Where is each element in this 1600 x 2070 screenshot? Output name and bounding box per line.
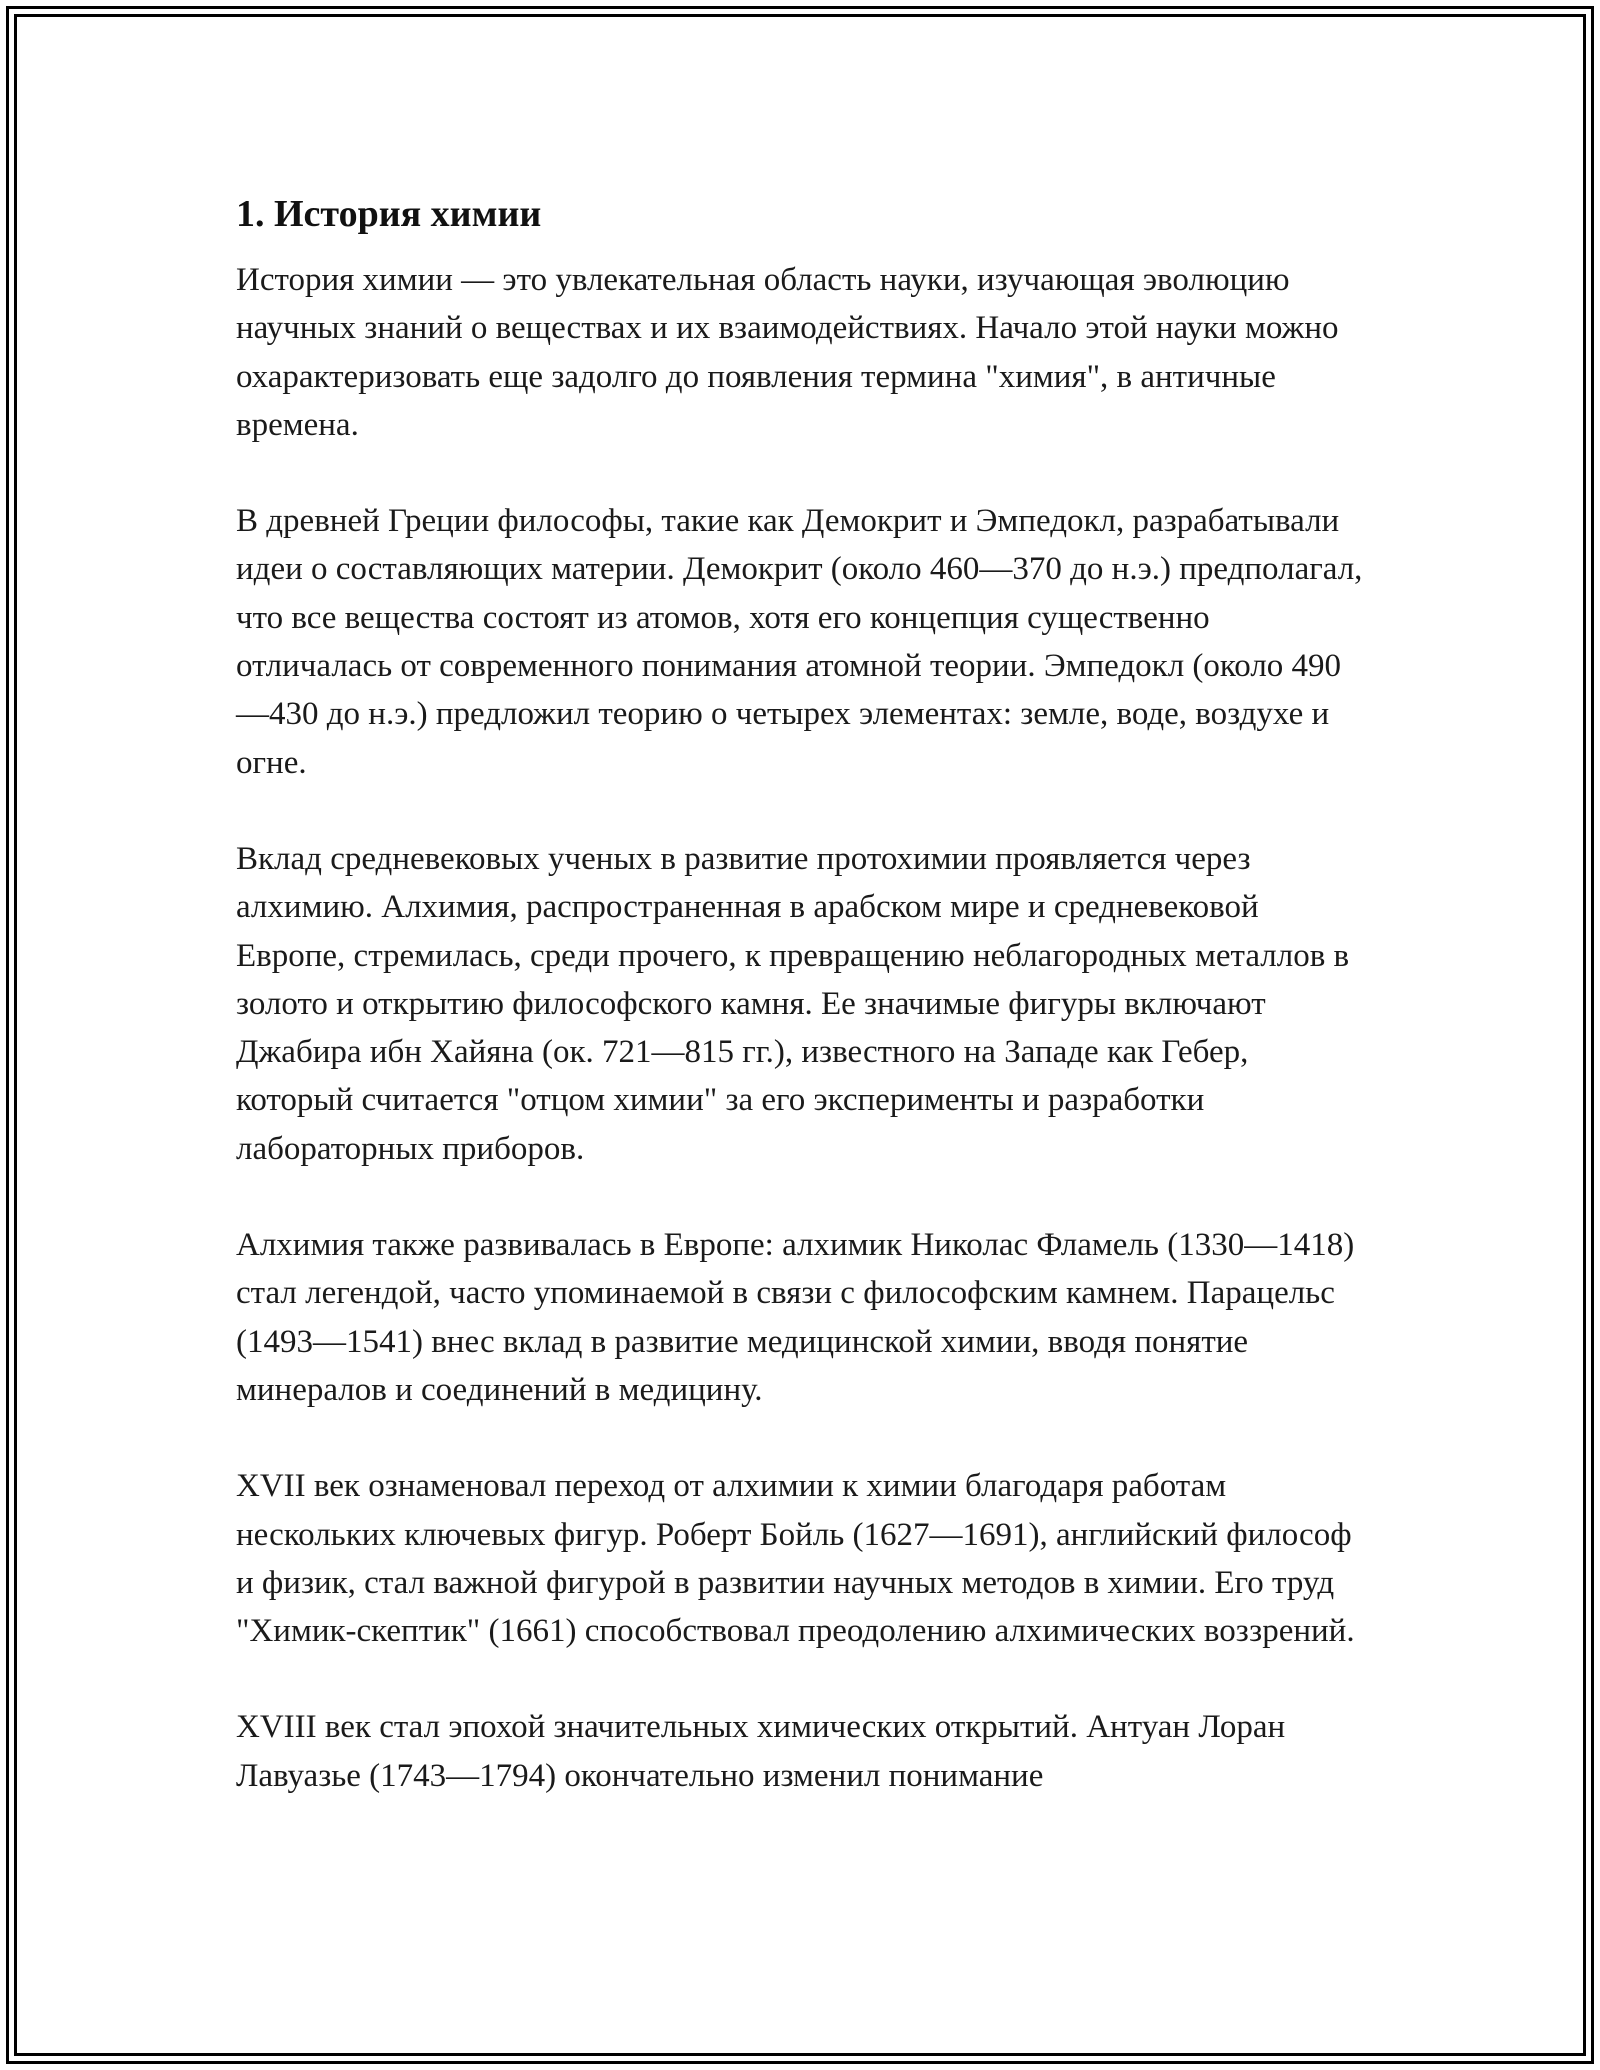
paragraph-ancient-greece: В древней Греции философы, такие как Демокрит и Эмпедокл, разрабатывали идеи о составляющих материи. Демокрит (около 460—370 до н.э.) предполагал, что все вещества состоят из атомов, хотя его концепция существенно отличалась от современного понимания атомной теории. Эмпедокл (около 490—430 до н.э.) предложил теорию о четырех элементах: земле, воде, воздухе и огне. — [236, 503, 1363, 781]
paragraph-medieval-alchemy: Вклад средневековых ученых в развитие протохимии проявляется через алхимию. Алхимия, распространенная в арабском мире и средневековой Европе, стремилась, среди прочего, к превращению неблагородных металлов в золото и открытию философского камня. Ее значимые фигуры включают Джабира ибн Хайяна (ок. 721—815 гг.), известного на Западе как Гебер, который считается "отцом химии" за его эксперименты и разработки лабораторных приборов. — [236, 840, 1350, 1167]
section-title: 1. История химии — [236, 193, 542, 235]
paragraph-17th-century: XVII век ознаменовал переход от алхимии к химии благодаря работам нескольких ключевых фигур. Роберт Бойль (1627—1691), английский философ и физик, стал важной фигурой в развитии научных методов в химии. Его труд "Химик-скептик" (1661) способствовал преодолению алхимических воззрений. — [236, 1468, 1355, 1650]
paragraph-18th-century: XVIII век стал эпохой значительных химических открытий. Антуан Лоран Лавуазье (1743—1794) окончательно изменил понимание — [236, 1709, 1286, 1794]
paragraph-european-alchemy: Алхимия также развивалась в Европе: алхимик Николас Фламель (1330—1418) стал легендой, часто упоминаемой в связи с философским камнем. Парацельс (1493—1541) внес вклад в развитие медицинской химии, вводя понятие минералов и соединений в медицину. — [236, 1227, 1355, 1408]
document-body — [236, 186, 1366, 1800]
paragraph-intro: История химии — это увлекательная область науки, изучающая эволюцию научных знаний о веществах и их взаимодействиях. Начало этой науки можно охарактеризовать еще задолго до появления термина "химия", в античные времена. — [236, 262, 1339, 443]
